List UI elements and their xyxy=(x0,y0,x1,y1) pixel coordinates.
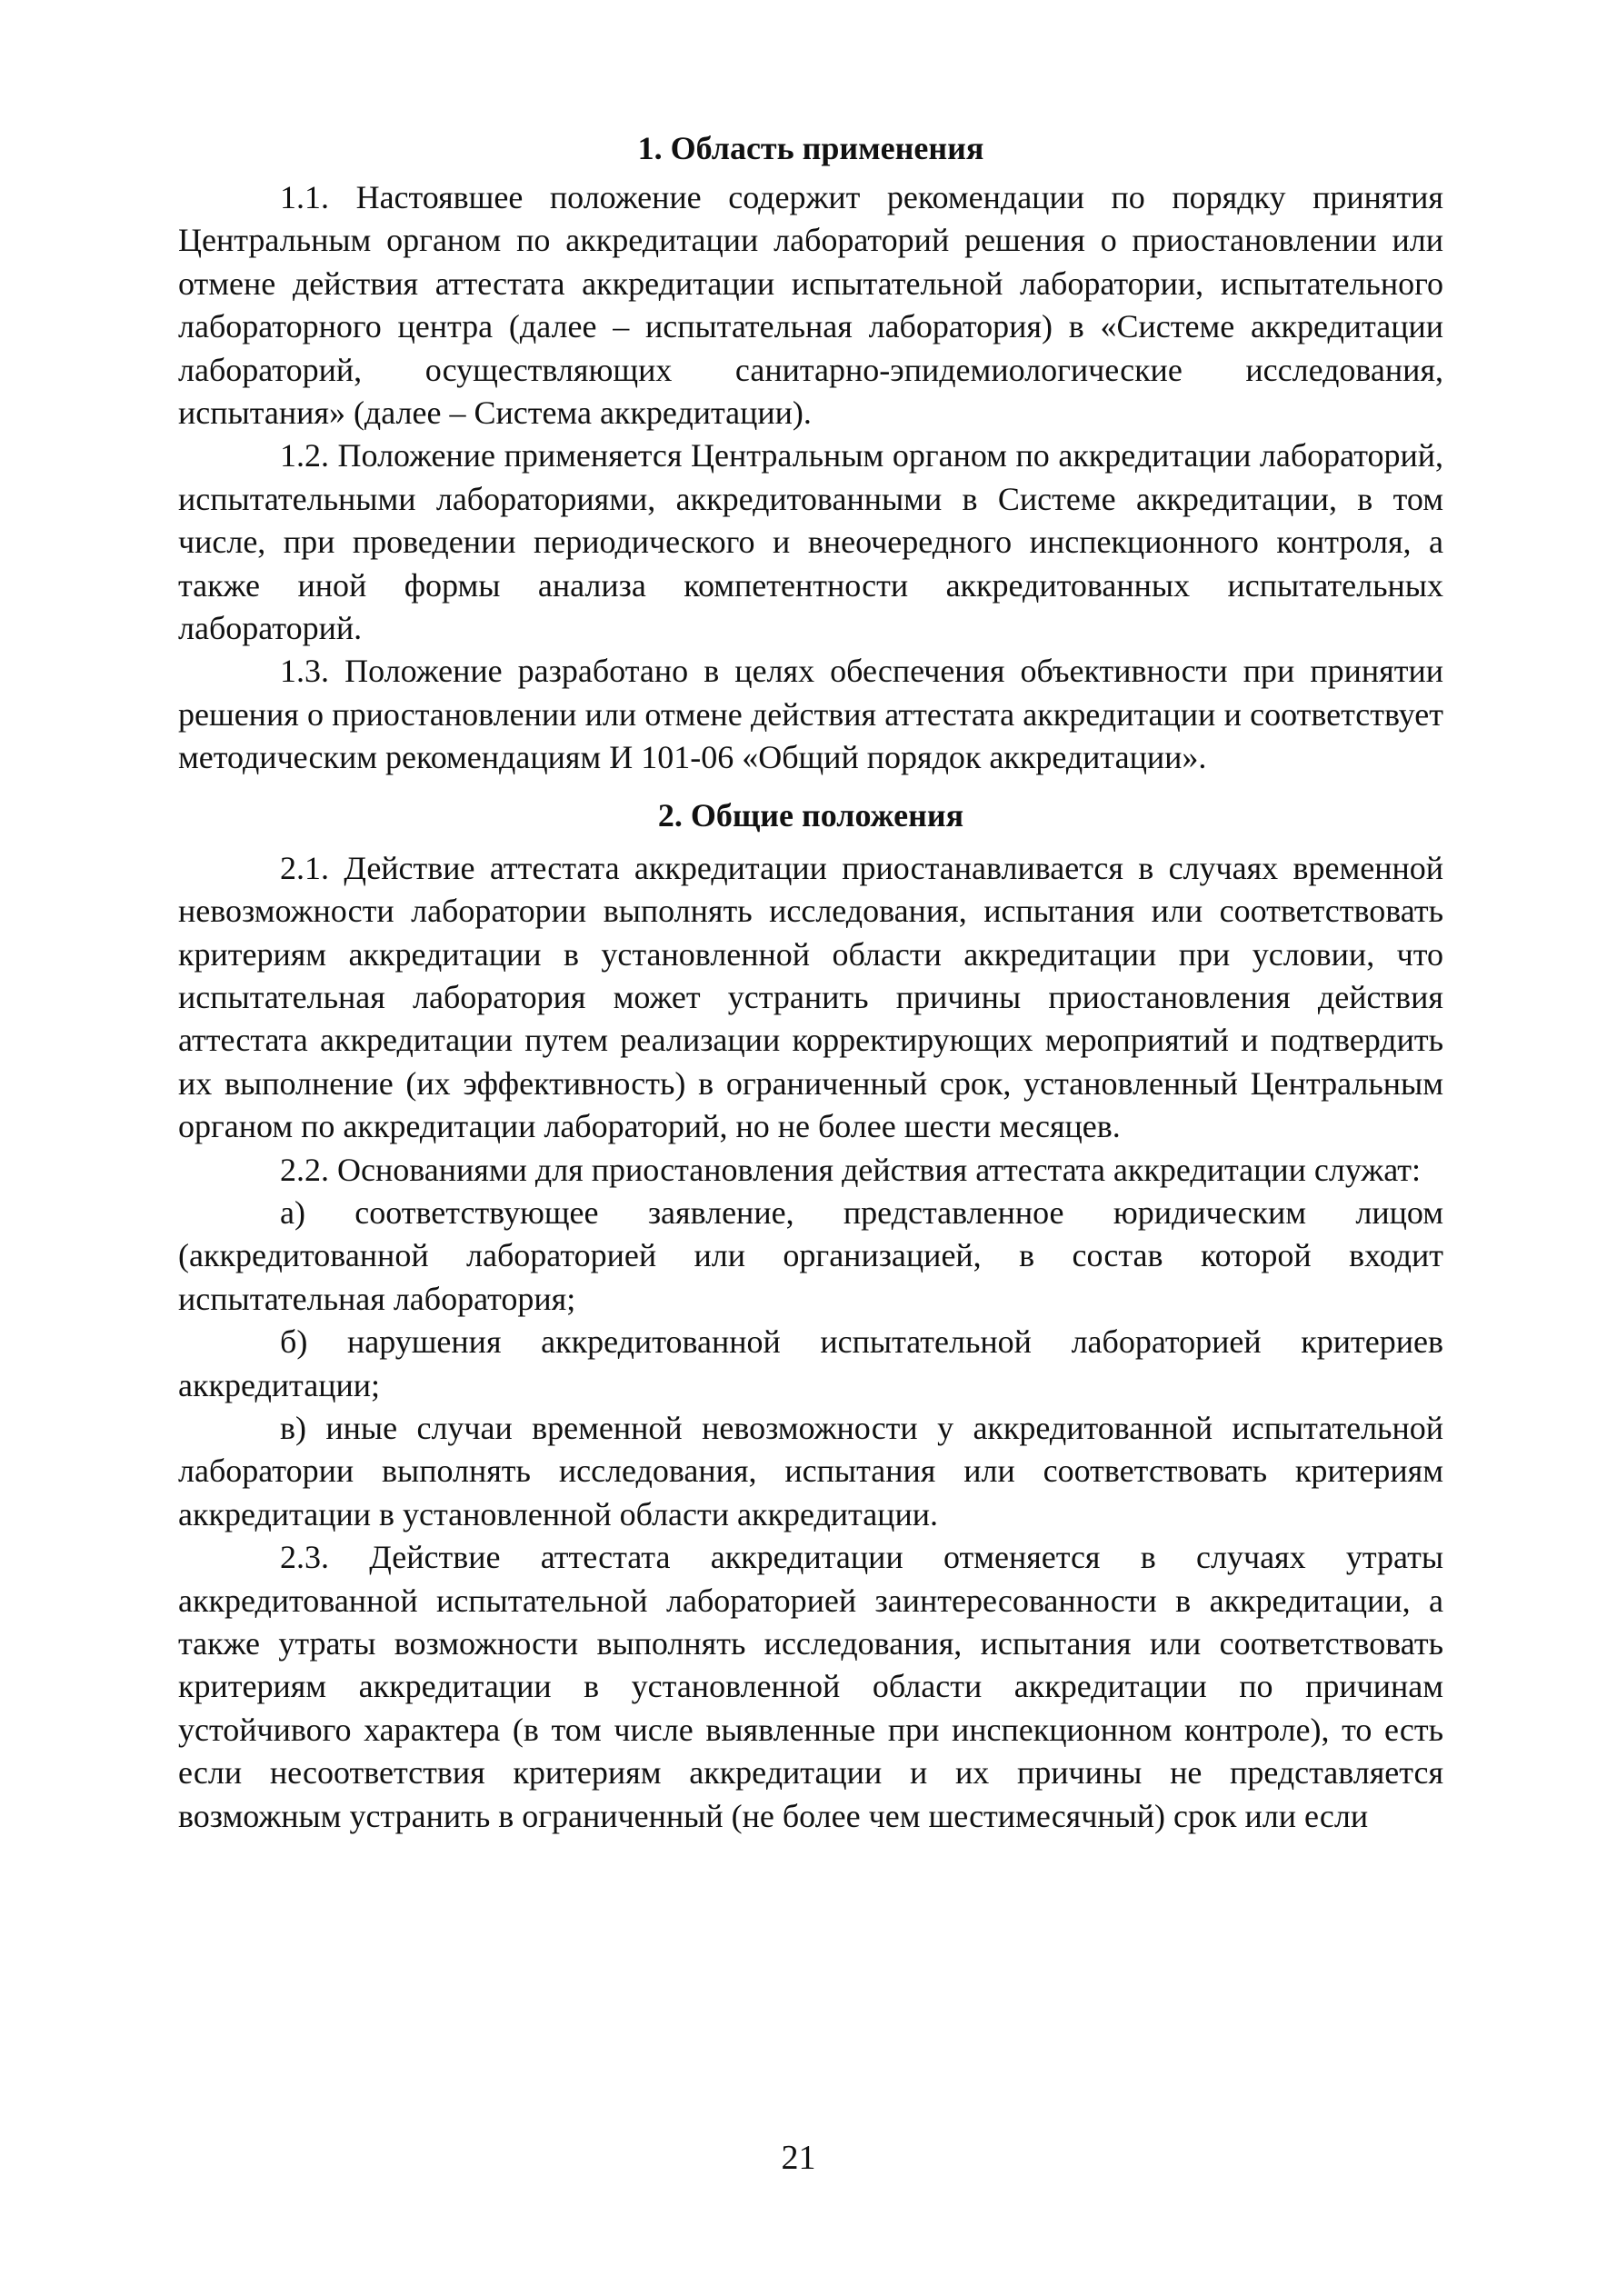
page-number: 21 xyxy=(781,2139,816,2177)
paragraph-2-2: 2.2. Основаниями для приостановления действия аттестата аккредитации служат: xyxy=(280,1151,1422,1188)
document-page xyxy=(178,127,1443,1838)
list-item-2-2-a: а) соответствующее заявление, представленное юридическим лицом (аккредитованной лабораторией или организацией, в состав которой входит испытательная лаборатория; xyxy=(178,1193,1443,1317)
section-2-title: 2. Общие положения xyxy=(657,796,964,834)
list-item-2-2-b: б) нарушения аккредитованной испытательной лабораторией критериев аккредитации; xyxy=(178,1323,1443,1403)
paragraph-2-1: 2.1. Действие аттестата аккредитации приостанавливается в случаях временной невозможности лаборатории выполнять исследования, испытания или соответствовать критериям аккредитации в установленной области аккредитации при условии, что испытательная лаборатория может устранить причины приостановления действия аттестата аккредитации путем реализации корректирующих мероприятий и подтвердить их выполнение (их эффективность) в ограниченный срок, установленный Центральным органом по аккредитации лабораторий, но не более шести месяцев. xyxy=(178,849,1443,1145)
list-item-2-2-c: в) иные случаи временной невозможности у аккредитованной испытательной лаборатории выполнять исследования, испытания или соответствовать критериям аккредитации в установленной области аккредитации. xyxy=(178,1409,1443,1532)
paragraph-1-3: 1.3. Положение разработано в целях обеспечения объективности при принятии решения о приостановлении или отмене действия аттестата аккредитации и соответствует методическим рекомендациям И 101-06 «Общий порядок аккредитации». xyxy=(178,653,1443,776)
paragraph-1-1: 1.1. Настоявшее положение содержит рекомендации по порядку принятия Центральным органом по аккредитации лабораторий решения о приостановлении или отмене действия аттестата аккредитации испытательной лаборатории, испытательного лабораторного центра (далее – испытательная лаборатория) в «Системе аккредитации лабораторий, осуществляющих санитарно-эпидемиологические исследования, испытания» (далее – Система аккредитации). xyxy=(178,179,1443,432)
paragraph-1-2: 1.2. Положение применяется Центральным органом по аккредитации лабораторий, испытательными лабораториями, аккредитованными в Системе аккредитации, в том числе, при проведении периодического и внеочередного инспекционного контроля, а также иной формы анализа компетентности аккредитованных испытательных лабораторий. xyxy=(178,437,1443,647)
section-1-title: 1. Область применения xyxy=(637,130,984,166)
paragraph-2-3: 2.3. Действие аттестата аккредитации отменяется в случаях утраты аккредитованной испытательной лабораторией заинтересованности в аккредитации, а также утраты возможности выполнять исследования, испытания или соответствовать критериям аккредитации в установленной области аккредитации по причинам устойчивого характера (в том числе выявленные при инспекционном контроле), то есть если несоответствия критериям аккредитации и их причины не представляется возможным устранить в ограниченный (не более чем шестимесячный) срок или если xyxy=(178,1539,1443,1834)
